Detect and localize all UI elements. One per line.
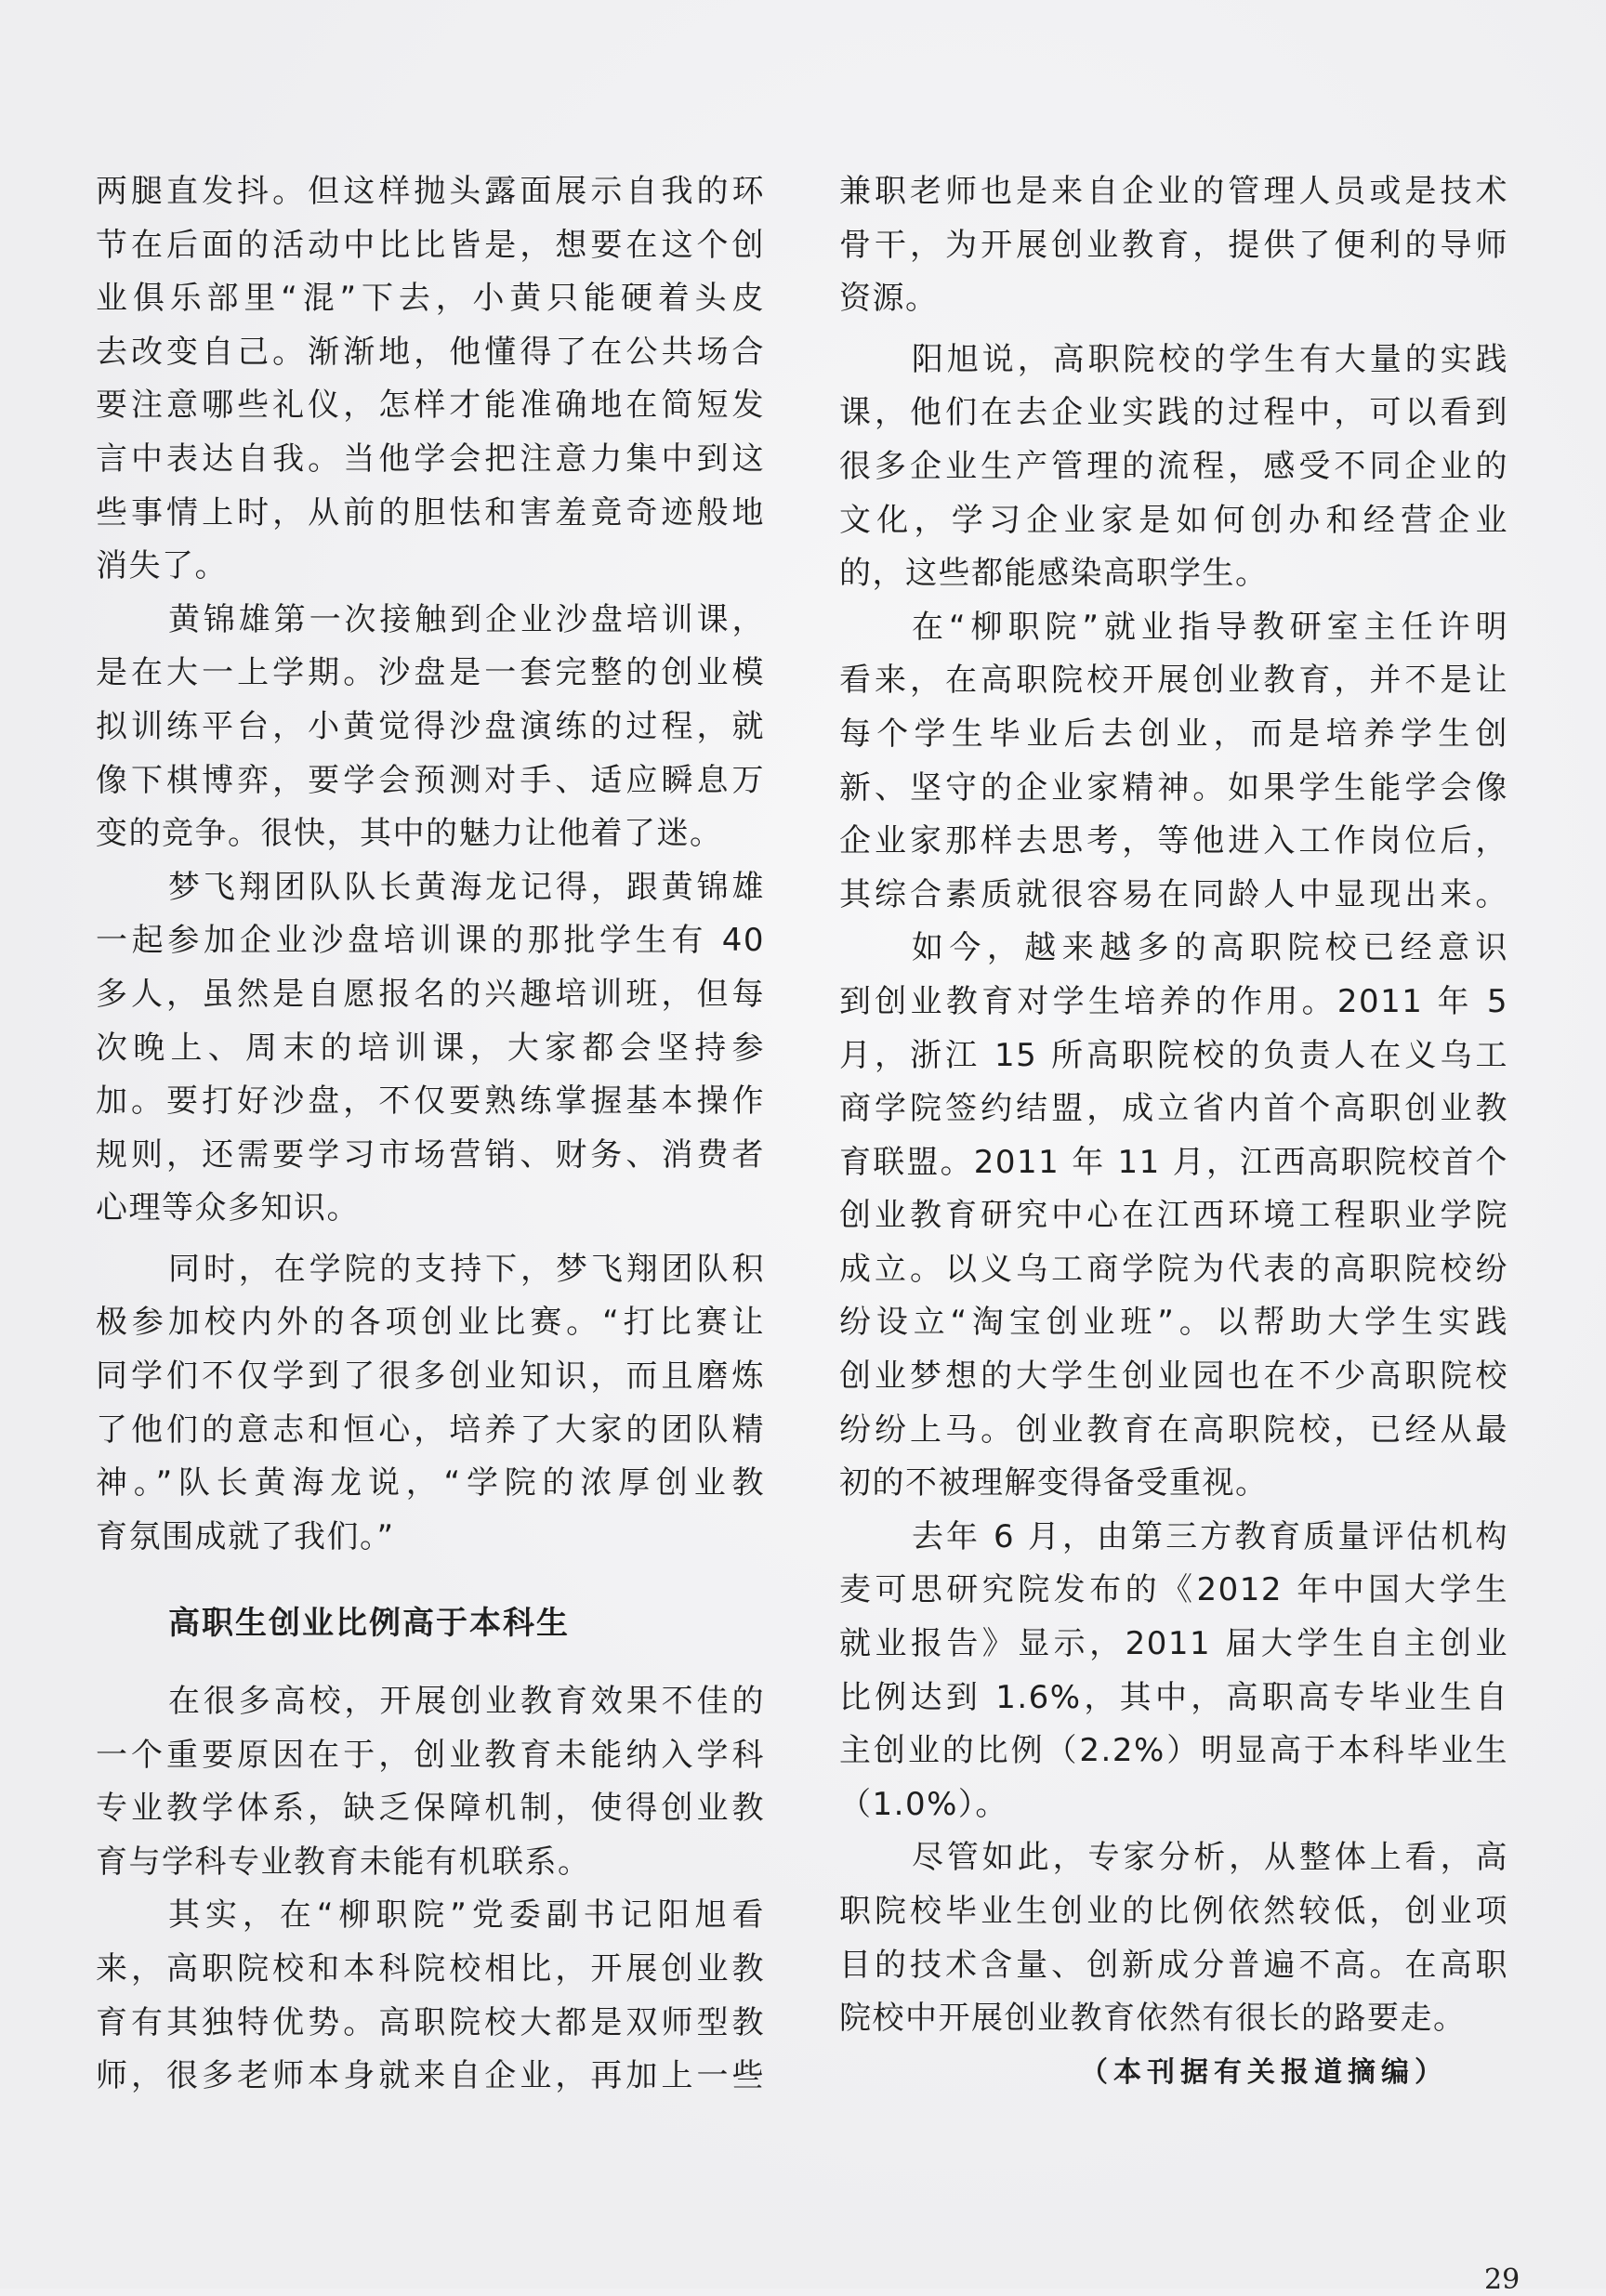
text-line: 目的技术含量、创新成分普遍不高。在高职 (839, 1946, 1508, 1984)
left-column (96, 165, 765, 2104)
text-line: 骨干，为开展创业教育，提供了便利的导师 (839, 226, 1508, 264)
text-line: 课，他们在去企业实践的过程中，可以看到 (839, 394, 1508, 432)
paragraph (839, 601, 1508, 923)
text-line: 创业梦想的大学生创业园也在不少高职院校 (839, 1358, 1508, 1396)
text-line: 育氛围成就了我们。” (96, 1517, 395, 1555)
text-line: 梦飞翔团队队长黄海龙记得，跟黄锦雄 (168, 868, 765, 906)
text-line: 文化，学习企业家是如何创办和经营企业 (839, 501, 1508, 539)
text-line: 其综合素质就很容易在同龄人中显现出来。 (839, 875, 1508, 913)
text-line: 去改变自己。渐渐地，他懂得了在公共场合 (96, 333, 765, 371)
text-line: 阳旭说，高职院校的学生有大量的实践 (912, 340, 1508, 378)
text-line: 了他们的意志和恒心，培养了大家的团队精 (96, 1410, 765, 1449)
text-line: 师，很多老师本身就来自企业，再加上一些 (96, 2057, 765, 2095)
text-line: 些事情上时，从前的胆怯和害羞竟奇迹般地 (96, 493, 765, 531)
text-line: 节在后面的活动中比比皆是，想要在这个创 (96, 226, 765, 264)
text-line: 育与学科专业教育未能有机联系。 (96, 1843, 591, 1881)
text-line: 纷设立“淘宝创业班”。以帮助大学生实践 (839, 1304, 1508, 1342)
text-line: 企业家那样去思考，等他进入工作岗位后， (839, 822, 1508, 860)
paragraph (96, 1243, 765, 1565)
text-line: 是在大一上学期。沙盘是一套完整的创业模 (96, 654, 765, 692)
text-line: 在很多高校，开展创业教育效果不佳的 (168, 1683, 765, 1721)
text-line: 拟训练平台，小黄觉得沙盘演练的过程，就 (96, 707, 765, 745)
paragraph (839, 165, 1508, 326)
paragraph (839, 1831, 1508, 2045)
text-line: 去年 6 月，由第三方教育质量评估机构 (912, 1517, 1508, 1555)
text-line: 每个学生毕业后去创业，而是培养学生创 (839, 715, 1508, 753)
text-line: 专业教学体系，缺乏保障机制，使得创业教 (96, 1790, 765, 1828)
text-line: 在“柳职院”就业指导教研室主任许明 (912, 608, 1508, 646)
text-line: 两腿直发抖。但这样抛头露面展示自我的环 (96, 173, 765, 210)
text-line: 其实，在“柳职院”党委副书记阳旭看 (168, 1896, 765, 1935)
paragraph (96, 165, 765, 594)
page-number: 29 (1484, 2263, 1520, 2296)
text-line: 心理等众多知识。 (96, 1189, 360, 1227)
text-line: 业俱乐部里“混”下去，小黄只能硬着头皮 (96, 280, 765, 318)
paragraph (96, 1675, 765, 1889)
text-line: 院校中开展创业教育依然有很长的路要走。 (839, 2000, 1467, 2038)
paragraph (839, 1511, 1508, 1832)
section-heading: 高职生创业比例高于本科生 (168, 1605, 570, 1643)
text-line: 比例达到 1.6%，其中，高职高专毕业生自 (839, 1678, 1508, 1716)
text-line: 职院校毕业生创业的比例依然较低，创业项 (839, 1893, 1508, 1930)
text-line: 一起参加企业沙盘培训课的那批学生有 40 (96, 922, 765, 960)
text-line: 育联盟。2011 年 11 月，江西高职院校首个 (839, 1143, 1508, 1181)
text-line: 月，浙江 15 所高职院校的负责人在义乌工 (839, 1036, 1508, 1074)
text-line: 极参加校内外的各项创业比赛。“打比赛让 (96, 1304, 765, 1342)
text-line: 很多企业生产管理的流程，感受不同企业的 (839, 447, 1508, 485)
text-line: 来，高职院校和本科院校相比，开展创业教 (96, 1950, 765, 1988)
text-line: 看来，在高职院校开展创业教育，并不是让 (839, 662, 1508, 700)
text-line: 同时，在学院的支持下，梦飞翔团队积 (168, 1250, 765, 1288)
text-line: 尽管如此，专家分析，从整体上看，高 (912, 1839, 1508, 1877)
paragraph (839, 334, 1508, 601)
text-line: 变的竞争。很快，其中的魅力让他着了迷。 (96, 815, 723, 853)
text-line: 要注意哪些礼仪，怎样才能准确地在简短发 (96, 387, 765, 425)
text-line: 像下棋博弈，要学会预测对手、适应瞬息万 (96, 761, 765, 799)
paragraph (96, 1889, 765, 2103)
text-line: 成立。以义乌工商学院为代表的高职院校纷 (839, 1250, 1508, 1288)
source-note: （本刊据有关报道摘编） (1080, 2055, 1448, 2089)
text-line: 多人，虽然是自愿报名的兴趣培训班，但每 (96, 975, 765, 1013)
text-line: 商学院签约结盟，成立省内首个高职创业教 (839, 1090, 1508, 1128)
text-line: 规则，还需要学习市场营销、财务、消费者 (96, 1135, 765, 1174)
paragraph (839, 922, 1508, 1511)
text-line: 育有其独特优势。高职院校大都是双师型教 (96, 2003, 765, 2041)
text-line: 次晚上、周末的培训课，大家都会坚持参 (96, 1029, 765, 1067)
text-line: 兼职老师也是来自企业的管理人员或是技术 (839, 173, 1508, 210)
text-line: 神。”队长黄海龙说，“学院的浓厚创业教 (96, 1464, 765, 1502)
right-column (839, 165, 1508, 2099)
paragraph (96, 594, 765, 861)
text-line: 到创业教育对学生培养的作用。2011 年 5 (839, 982, 1508, 1020)
text-line: 如今，越来越多的高职院校已经意识 (912, 929, 1508, 967)
text-line: 主创业的比例（2.2%）明显高于本科毕业生 (839, 1732, 1508, 1770)
text-line: 加。要打好沙盘，不仅要熟练掌握基本操作 (96, 1082, 765, 1121)
text-line: 资源。 (839, 280, 939, 318)
text-line: 创业教育研究中心在江西环境工程职业学院 (839, 1197, 1508, 1235)
paragraph (96, 861, 765, 1236)
text-line: 就业报告》显示，2011 届大学生自主创业 (839, 1625, 1508, 1663)
text-line: 言中表达自我。当他学会把注意力集中到这 (96, 440, 765, 478)
text-line: 纷纷上马。创业教育在高职院校，已经从最 (839, 1410, 1508, 1449)
text-line: 初的不被理解变得备受重视。 (839, 1464, 1269, 1502)
text-line: 的，这些都能感染高职学生。 (839, 555, 1269, 593)
text-line: 同学们不仅学到了很多创业知识，而且磨炼 (96, 1358, 765, 1396)
text-line: 新、坚守的企业家精神。如果学生能学会像 (839, 768, 1508, 807)
text-line: 黄锦雄第一次接触到企业沙盘培训课， (168, 600, 765, 638)
text-line: 一个重要原因在于，创业教育未能纳入学科 (96, 1736, 765, 1774)
text-line: 消失了。 (96, 547, 228, 585)
text-line: 麦可思研究院发布的《2012 年中国大学生 (839, 1571, 1508, 1609)
text-line: （1.0%）。 (839, 1785, 1008, 1823)
